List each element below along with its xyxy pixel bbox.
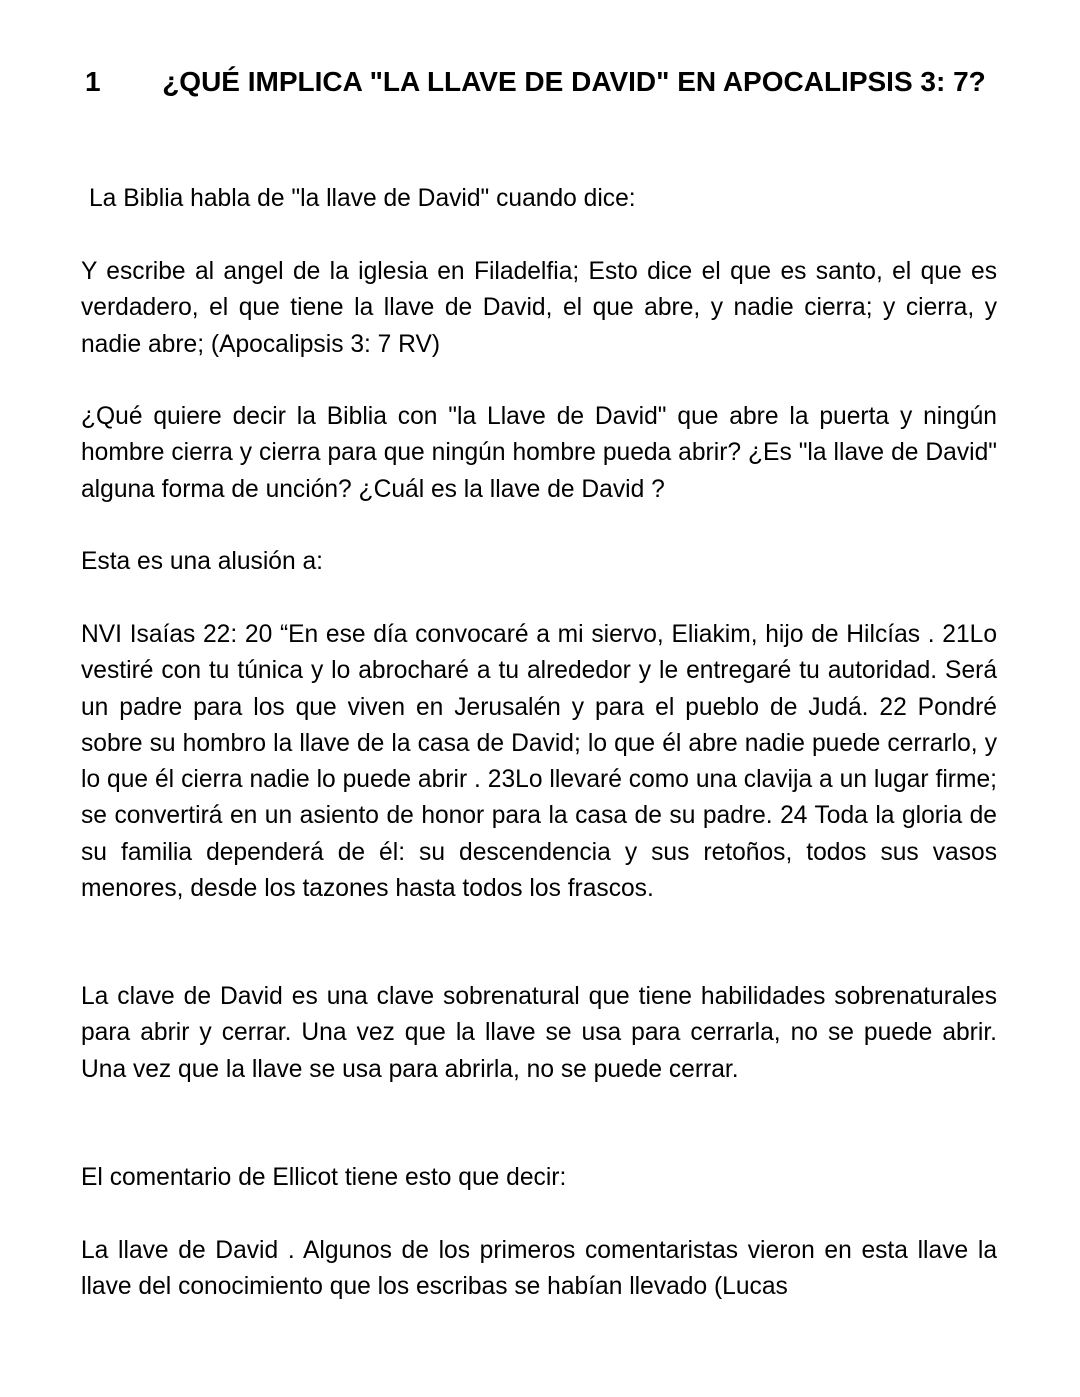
ellicot-intro-paragraph: El comentario de Ellicot tiene esto que decir: bbox=[81, 1164, 567, 1191]
heading-title: ¿QUÉ IMPLICA "LA LLAVE DE DAVID" EN APOCALIPSIS 3: 7? bbox=[162, 66, 986, 97]
heading-number: 1 bbox=[85, 66, 101, 97]
isaiah-quote-paragraph: NVI Isaías 22: 20 “En ese día convocaré a mi siervo, Eliakim, hijo de Hilcías . 21Lo vestiré con tu túnica y lo abrocharé a tu alrededor y le entregaré tu autoridad. Será un padre para los que viven en Jerusalén y para el pueblo de Judá. 22 Pondré sobre su hombro la llave de la casa de David; lo que él abre nadie puede cerrarlo, y lo que él cierra nadie lo puede abrir . 23Lo llevaré como una clavija a un lugar firme; se convertirá en un asiento de honor para la casa de su padre. 24 Toda la gloria de su familia dependerá de él: su descendencia y sus retoños, todos sus vasos menores, desde los tazones hasta todos los frascos. bbox=[81, 621, 997, 903]
revelation-quote-paragraph: Y escribe al angel de la iglesia en Filadelfia; Esto dice el que es santo, el que es verdadero, el que tiene la llave de David, el que abre, y nadie cierra; y cierra, y nadie abre; (Apocalipsis 3: 7 RV) bbox=[81, 258, 997, 358]
section-heading bbox=[81, 62, 997, 102]
commentary-paragraph: La llave de David . Algunos de los primeros comentaristas vieron en esta llave la llave del conocimiento que los escribas se habían llevado (Lucas bbox=[81, 1237, 997, 1301]
allusion-paragraph: Esta es una alusión a: bbox=[81, 548, 323, 575]
explanation-paragraph: La clave de David es una clave sobrenatural que tiene habilidades sobrenaturales para abrir y cerrar. Una vez que la llave se usa para cerrarla, no se puede abrir. Una vez que la llave se usa para abrirla, no se puede cerrar. bbox=[81, 983, 997, 1083]
intro-paragraph: La Biblia habla de "la llave de David" cuando dice: bbox=[89, 185, 636, 212]
question-paragraph: ¿Qué quiere decir la Biblia con "la Llave de David" que abre la puerta y ningún hombre cierra y cierra para que ningún hombre pueda abrir? ¿Es "la llave de David" alguna forma de unción? ¿Cuál es la llave de David ? bbox=[81, 403, 997, 503]
